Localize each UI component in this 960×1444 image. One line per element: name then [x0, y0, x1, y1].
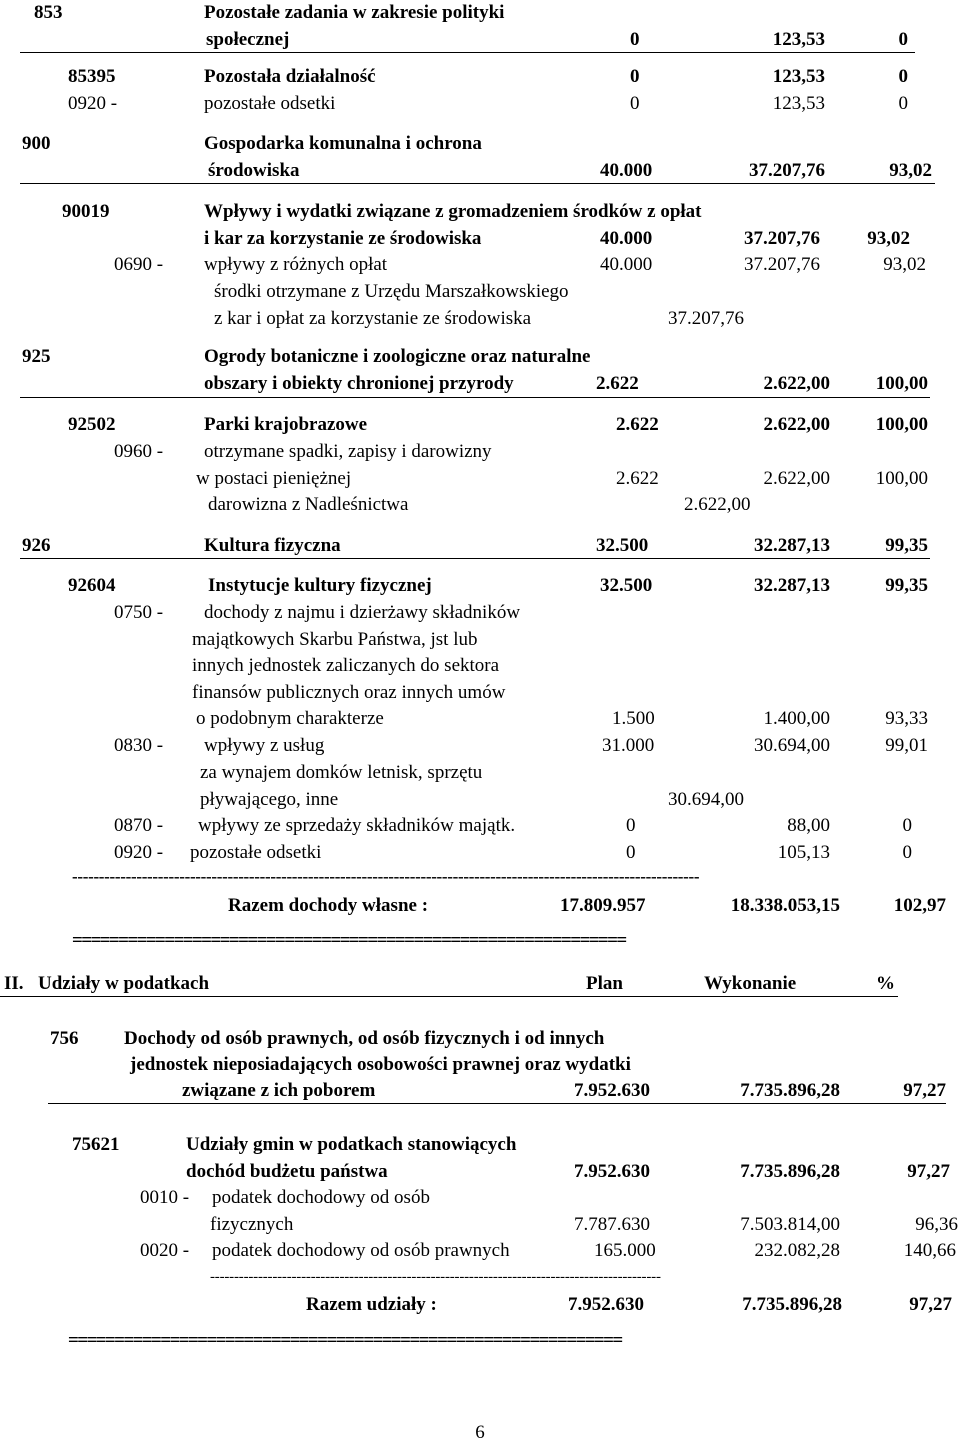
- plan-value: 165.000: [594, 1240, 656, 1261]
- section-title-cont: społecznej: [206, 29, 290, 50]
- chapter-code: 90019: [62, 201, 110, 222]
- section-title: Dochody od osób prawnych, od osób fizycznych i od innych: [124, 1028, 605, 1049]
- chapter-title-cont: dochód budżetu państwa: [186, 1161, 388, 1182]
- pct-value: 93,02: [889, 160, 932, 181]
- underline: [20, 397, 930, 398]
- pct-value: 99,01: [885, 735, 928, 756]
- total-pct: 102,97: [893, 895, 946, 916]
- exec-value: 105,13: [777, 842, 830, 863]
- page-number: 6: [475, 1422, 485, 1443]
- plan-value: 40.000: [600, 160, 653, 181]
- section-title-cont: środowiska: [208, 160, 300, 181]
- item-code: 0960 -: [114, 441, 164, 462]
- column-header-exec: Wykonanie: [704, 973, 797, 994]
- chapter-title-cont: i kar za korzystanie ze środowiska: [204, 228, 482, 249]
- item-title-cont: fizycznych: [210, 1214, 294, 1235]
- item-title: dochody z najmu i dzierżawy składników: [204, 602, 521, 623]
- section-title-cont: jednostek nieposiadających osobowości prawnej oraz wydatki: [130, 1054, 631, 1075]
- exec-value: 232.082,28: [754, 1240, 840, 1261]
- plan-value: 0: [630, 93, 640, 114]
- chapter-title: Udziały gmin w podatkach stanowiących: [186, 1134, 517, 1155]
- double-separator: ============================================================: [68, 1330, 622, 1351]
- item-title-cont: w postaci pieniężnej: [196, 468, 352, 489]
- section-title: Gospodarka komunalna i ochrona: [204, 133, 482, 154]
- section-code: 900: [22, 133, 51, 154]
- plan-value: 40.000: [600, 228, 653, 249]
- pct-value: 93,02: [867, 228, 910, 249]
- pct-value: 97,27: [903, 1080, 946, 1101]
- plan-value: 7.952.630: [574, 1161, 650, 1182]
- item-title: podatek dochodowy od osób: [212, 1187, 430, 1208]
- note-value: 2.622,00: [684, 494, 751, 515]
- pct-value: 0: [898, 93, 908, 114]
- column-header-plan: Plan: [586, 973, 623, 994]
- total-label: Razem udziały :: [306, 1294, 437, 1315]
- note-value: 30.694,00: [668, 789, 744, 810]
- exec-value: 30.694,00: [754, 735, 830, 756]
- item-code: 0920 -: [68, 93, 118, 114]
- exec-value: 7.503.814,00: [740, 1214, 840, 1235]
- plan-value: 2.622: [596, 373, 639, 394]
- item-title: pozostałe odsetki: [190, 842, 322, 863]
- section-heading: Udziały w podatkach: [38, 973, 210, 994]
- plan-value: 0: [626, 842, 636, 863]
- plan-value: 2.622: [616, 414, 659, 435]
- exec-value: 2.622,00: [763, 468, 830, 489]
- pct-value: 140,66: [903, 1240, 956, 1261]
- item-code: 0750 -: [114, 602, 164, 623]
- exec-value: 1.400,00: [763, 708, 830, 729]
- dashed-separator: ----------------------------------------------------------------------------------------------: [210, 1269, 661, 1285]
- pct-value: 100,00: [875, 414, 928, 435]
- item-code: 0020 -: [140, 1240, 190, 1261]
- underline: [0, 996, 898, 997]
- exec-value: 37.207,76: [744, 228, 820, 249]
- pct-value: 93,33: [885, 708, 928, 729]
- chapter-code: 75621: [72, 1134, 120, 1155]
- column-header-pct: %: [876, 973, 895, 994]
- total-exec: 7.735.896,28: [742, 1294, 842, 1315]
- item-note-cont: pływającego, inne: [200, 789, 339, 810]
- item-note: za wynajem domków letnisk, sprzętu: [200, 762, 483, 783]
- item-title: otrzymane spadki, zapisy i darowizny: [204, 441, 492, 462]
- pct-value: 99,35: [885, 575, 928, 596]
- item-code: 0870 -: [114, 815, 164, 836]
- chapter-title: Wpływy i wydatki związane z gromadzeniem środków z opłat: [204, 201, 702, 222]
- pct-value: 97,27: [907, 1161, 950, 1182]
- exec-value: 37.207,76: [749, 160, 825, 181]
- pct-value: 0: [898, 66, 908, 87]
- plan-value: 0: [630, 66, 640, 87]
- item-note-cont: z kar i opłat za korzystanie ze środowiska: [214, 308, 532, 329]
- item-title-cont: majątkowych Skarbu Państwa, jst lub: [192, 629, 478, 650]
- plan-value: 32.500: [600, 575, 653, 596]
- pct-value: 100,00: [875, 468, 928, 489]
- plan-value: 1.500: [612, 708, 655, 729]
- section-title-cont: obszary i obiekty chronionej przyrody: [204, 373, 514, 394]
- note-value: 37.207,76: [668, 308, 744, 329]
- exec-value: 123,53: [772, 93, 825, 114]
- plan-value: 40.000: [600, 254, 653, 275]
- item-title: pozostałe odsetki: [204, 93, 336, 114]
- total-exec: 18.338.053,15: [730, 895, 840, 916]
- total-plan: 7.952.630: [568, 1294, 644, 1315]
- item-code: 0690 -: [114, 254, 164, 275]
- exec-value: 88,00: [787, 815, 830, 836]
- section-title: Ogrody botaniczne i zoologiczne oraz naturalne: [204, 346, 591, 367]
- section-title: Pozostałe zadania w zakresie polityki: [204, 2, 505, 23]
- pct-value: 0: [902, 842, 912, 863]
- item-title: wpływy ze sprzedaży składników majątk.: [198, 815, 516, 836]
- plan-value: 31.000: [602, 735, 655, 756]
- item-code: 0830 -: [114, 735, 164, 756]
- pct-value: 93,02: [883, 254, 926, 275]
- exec-value: 2.622,00: [763, 373, 830, 394]
- exec-value: 7.735.896,28: [740, 1161, 840, 1182]
- item-title: podatek dochodowy od osób prawnych: [212, 1240, 510, 1261]
- chapter-title: Parki krajobrazowe: [204, 414, 368, 435]
- exec-value: 7.735.896,28: [740, 1080, 840, 1101]
- item-code: 0010 -: [140, 1187, 190, 1208]
- underline: [20, 558, 930, 559]
- plan-value: 2.622: [616, 468, 659, 489]
- section-code: 925: [22, 346, 51, 367]
- section-number: II.: [4, 973, 24, 994]
- section-code: 853: [34, 2, 63, 23]
- plan-value: 32.500: [596, 535, 649, 556]
- section-title-cont: związane z ich poborem: [182, 1080, 376, 1101]
- item-title-cont: finansów publicznych oraz innych umów: [192, 682, 506, 703]
- chapter-code: 92604: [68, 575, 116, 596]
- section-code: 756: [50, 1028, 79, 1049]
- total-plan: 17.809.957: [560, 895, 646, 916]
- item-note: darowizna z Nadleśnictwa: [208, 494, 409, 515]
- item-code: 0920 -: [114, 842, 164, 863]
- pct-value: 0: [902, 815, 912, 836]
- pct-value: 0: [898, 29, 908, 50]
- plan-value: 7.952.630: [574, 1080, 650, 1101]
- plan-value: 0: [626, 815, 636, 836]
- pct-value: 99,35: [885, 535, 928, 556]
- total-label: Razem dochody własne :: [228, 895, 429, 916]
- plan-value: 7.787.630: [574, 1214, 650, 1235]
- exec-value: 123,53: [772, 29, 825, 50]
- exec-value: 123,53: [772, 66, 825, 87]
- chapter-title: Pozostała działalność: [204, 66, 376, 87]
- underline: [20, 52, 915, 53]
- exec-value: 37.207,76: [744, 254, 820, 275]
- underline: [20, 183, 935, 184]
- pct-value: 96,36: [915, 1214, 958, 1235]
- section-title: Kultura fizyczna: [204, 535, 341, 556]
- item-title-cont: innych jednostek zaliczanych do sektora: [192, 655, 500, 676]
- item-note: środki otrzymane z Urzędu Marszałkowskiego: [214, 281, 569, 302]
- dashed-separator: ---------------------------------------------------------------------------------------------------------------------: [72, 867, 700, 886]
- chapter-code: 92502: [68, 414, 116, 435]
- total-pct: 97,27: [909, 1294, 952, 1315]
- item-title: wpływy z usług: [204, 735, 325, 756]
- chapter-title: Instytucje kultury fizycznej: [208, 575, 432, 596]
- item-title: wpływy z różnych opłat: [204, 254, 388, 275]
- section-code: 926: [22, 535, 51, 556]
- exec-value: 32.287,13: [754, 575, 830, 596]
- pct-value: 100,00: [875, 373, 928, 394]
- exec-value: 2.622,00: [763, 414, 830, 435]
- underline: [48, 1103, 946, 1104]
- plan-value: 0: [630, 29, 640, 50]
- exec-value: 32.287,13: [754, 535, 830, 556]
- chapter-code: 85395: [68, 66, 116, 87]
- double-separator: ============================================================: [72, 930, 626, 951]
- item-title-cont: o podobnym charakterze: [196, 708, 384, 729]
